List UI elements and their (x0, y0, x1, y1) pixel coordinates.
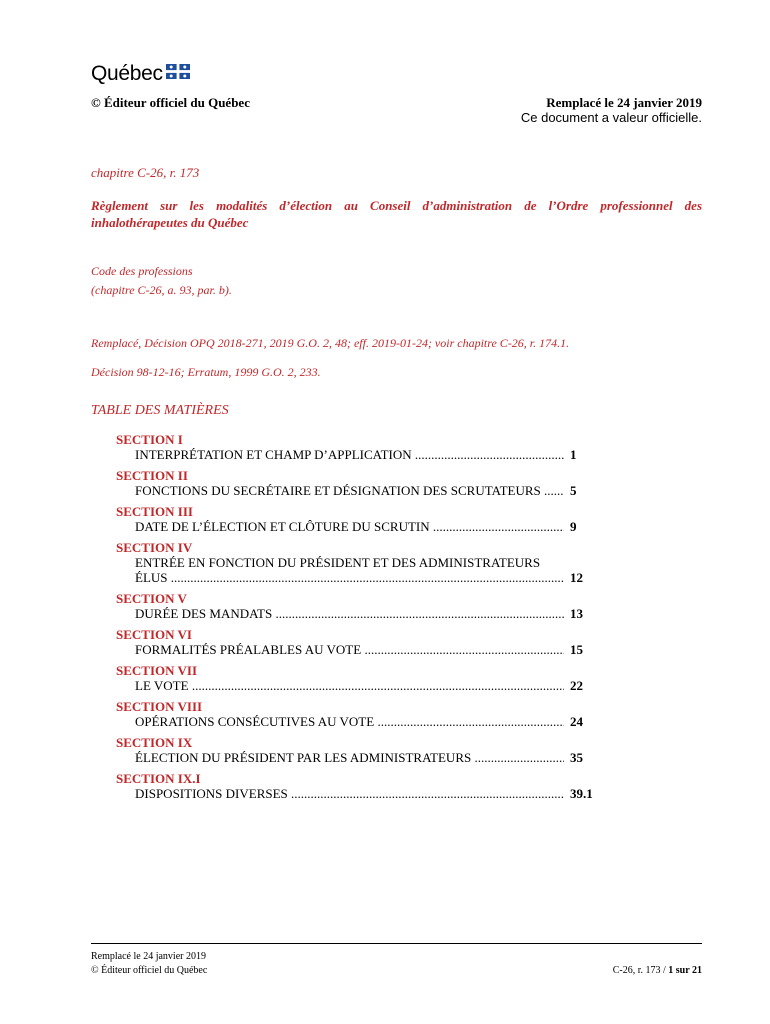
toc-page-number: 1 (570, 447, 577, 462)
toc-title-text: ÉLECTION DU PRÉSIDENT PAR LES ADMINISTRATEURS ..... (135, 750, 564, 765)
toc-section-heading[interactable]: SECTION III (116, 504, 193, 519)
toc-entry[interactable] (116, 735, 606, 765)
toc-section-title[interactable] (116, 447, 606, 462)
enabling-law: Code des professions (91, 264, 193, 278)
toc-entry[interactable] (116, 771, 606, 801)
toc-page-number: 15 (570, 642, 583, 657)
replacement-note: Remplacé, Décision OPQ 2018-271, 2019 G.O. 2, 48; eff. 2019-01-24; voir chapitre C-26, r. 174.1. (91, 336, 570, 350)
toc-title-text: DATE DE L’ÉLECTION ET CLÔTURE DU SCRUTIN ..... (135, 519, 564, 534)
toc-section-heading[interactable]: SECTION VII (116, 663, 198, 678)
toc-entry[interactable] (116, 663, 606, 693)
toc-title-text: OPÉRATIONS CONSÉCUTIVES AU VOTE ..... (135, 714, 564, 729)
toc-section-heading[interactable]: SECTION IX.I (116, 771, 201, 786)
toc-section-title[interactable] (116, 786, 606, 801)
replaced-date: Remplacé le 24 janvier 2019 (546, 95, 702, 110)
toc-title-text: DURÉE DES MANDATS ..... (135, 606, 564, 621)
toc-section-heading[interactable]: SECTION I (116, 432, 183, 447)
toc-page-number: 9 (570, 519, 577, 534)
toc-page-number: 22 (570, 678, 583, 693)
toc-section-heading[interactable]: SECTION II (116, 468, 188, 483)
footer-replaced: Remplacé le 24 janvier 2019 (91, 951, 206, 962)
footer-page-number: 1 sur 21 (668, 965, 702, 976)
toc-page-number: 24 (570, 714, 583, 729)
table-of-contents (116, 432, 606, 807)
toc-title-text: DISPOSITIONS DIVERSES ..... (135, 786, 564, 801)
toc-section-title[interactable] (116, 642, 606, 657)
toc-title: TABLE DES MATIÈRES (91, 403, 229, 418)
toc-title-text: INTERPRÉTATION ET CHAMP D’APPLICATION ..... (135, 447, 564, 462)
toc-entry[interactable] (116, 504, 606, 534)
toc-page-number: 13 (570, 606, 583, 621)
toc-page-number: 35 (570, 750, 583, 765)
decision-reference: Décision 98-12-16; Erratum, 1999 G.O. 2, 233. (91, 365, 321, 379)
toc-section-title[interactable] (116, 750, 606, 765)
footer-publisher: © Éditeur officiel du Québec (91, 965, 208, 976)
quebec-flag-icon (166, 64, 190, 84)
toc-page-number: 12 (570, 570, 583, 585)
regulation-title: Règlement sur les modalités d’élection au Conseil d’administration de l’Ordre professionnel des inhalothérapeutes du Québec (91, 198, 702, 230)
footer-page-info (613, 965, 702, 976)
toc-section-title[interactable] (116, 678, 606, 693)
logo-wordmark: Québec (91, 62, 163, 85)
toc-section-heading[interactable]: SECTION IV (116, 540, 193, 555)
toc-section-title[interactable] (116, 714, 606, 729)
toc-title-text: ÉLUS ..... (135, 570, 564, 585)
quebec-logo (91, 62, 190, 86)
toc-section-heading[interactable]: SECTION VI (116, 627, 192, 642)
footer-ref: C-26, r. 173 / (612, 965, 666, 976)
enabling-article: (chapitre C-26, a. 93, par. b). (91, 283, 232, 297)
toc-section-title[interactable] (116, 570, 606, 585)
toc-title-text: LE VOTE ..... (135, 678, 564, 693)
toc-entry[interactable] (116, 468, 606, 498)
toc-section-heading[interactable]: SECTION IX (116, 735, 193, 750)
toc-entry[interactable] (116, 591, 606, 621)
toc-section-heading[interactable]: SECTION VIII (116, 699, 203, 714)
toc-entry[interactable] (116, 627, 606, 657)
official-status: Ce document a valeur officielle. (520, 110, 702, 125)
toc-section-title[interactable] (116, 606, 606, 621)
toc-entry[interactable] (116, 699, 606, 729)
toc-section-heading[interactable]: SECTION V (116, 591, 187, 606)
toc-page-number: 5 (570, 483, 577, 498)
publisher-label: © Éditeur officiel du Québec (91, 95, 250, 110)
toc-title-text: FONCTIONS DU SECRÉTAIRE ET DÉSIGNATION DES SCRUTATEURS ..... (135, 483, 564, 498)
chapter-reference: chapitre C-26, r. 173 (91, 165, 200, 180)
toc-page-number: 39.1 (570, 786, 593, 801)
toc-title-text: FORMALITÉS PRÉALABLES AU VOTE ..... (135, 642, 564, 657)
toc-entry[interactable] (116, 432, 606, 462)
toc-section-title[interactable]: ENTRÉE EN FONCTION DU PRÉSIDENT ET DES ADMINISTRATEURS (135, 555, 541, 570)
toc-section-title[interactable] (116, 483, 606, 498)
footer-divider (91, 943, 702, 944)
toc-section-title[interactable] (116, 519, 606, 534)
toc-entry[interactable] (116, 540, 606, 585)
